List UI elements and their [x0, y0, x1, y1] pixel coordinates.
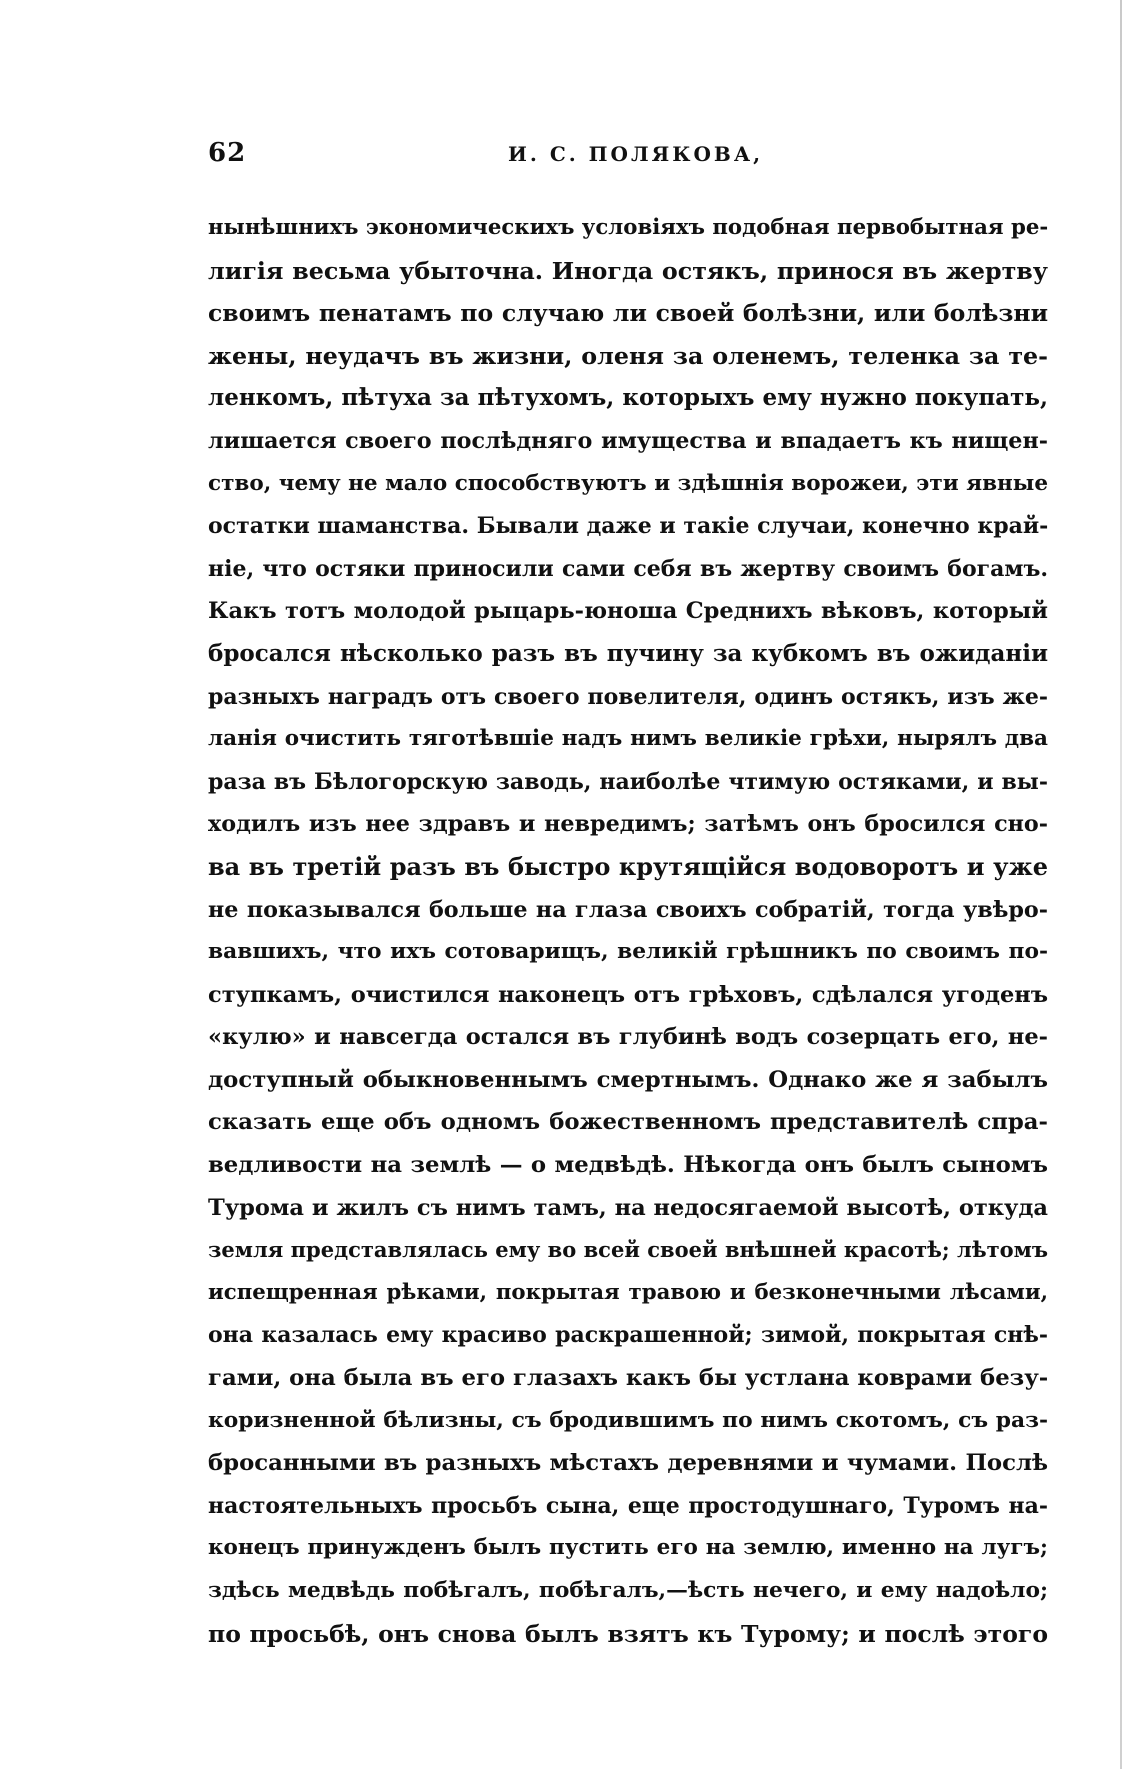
- text-line: коризненной бѣлизны, съ бродившимъ по нимъ скотомъ, съ раз-: [208, 1407, 1048, 1433]
- text-line: испещренная рѣками, покрытая травою и безконечными лѣсами,: [208, 1279, 1048, 1305]
- text-line: жены, неудачъ въ жизни, оленя за оленемъ, теленка за те-: [208, 341, 1048, 370]
- text-line: лишается своего послѣдняго имущества и впадаетъ къ нищен-: [208, 427, 1048, 454]
- running-head: И. С. ПОЛЯКОВА,: [508, 142, 764, 166]
- text-line: вавшихъ, что ихъ сотоварищъ, великій грѣшникъ по своимъ по-: [208, 939, 1048, 965]
- text-line: ступкамъ, очистился наконецъ отъ грѣховъ, сдѣлался угоденъ: [208, 981, 1048, 1008]
- page-edge-shadow: [1120, 0, 1122, 1769]
- text-line: бросанными въ разныхъ мѣстахъ деревнями и чумами. Послѣ: [208, 1450, 1048, 1477]
- text-line: здѣсь медвѣдь побѣгалъ, побѣгалъ,—ѣсть нечего, и ему надоѣло;: [208, 1578, 1048, 1603]
- text-line: конецъ принужденъ былъ пустить его на землю, именно на лугъ;: [208, 1535, 1048, 1561]
- text-line: ведливости на землѣ — о медвѣдѣ. Нѣкогда онъ былъ сыномъ: [208, 1152, 1048, 1179]
- text-line: земля представлялась ему во всей своей внѣшней красотѣ; лѣтомъ: [208, 1237, 1048, 1263]
- text-line: ніе, что остяки приносили сами себя въ жертву своимъ богамъ.: [208, 555, 1048, 582]
- text-line: остатки шаманства. Бывали даже и такіе случаи, конечно край-: [208, 513, 1048, 540]
- text-line: «кулю» и навсегда остался въ глубинѣ водъ созерцать его, не-: [208, 1024, 1048, 1051]
- body-text: [208, 207, 1048, 1655]
- text-line: своимъ пенатамъ по случаю ли своей болѣзни, или болѣзни: [208, 299, 1048, 328]
- text-line: по просьбѣ, онъ снова былъ взятъ къ Турому; и послѣ этого: [208, 1619, 1048, 1648]
- text-line: ленкомъ, пѣтуха за пѣтухомъ, которыхъ ему нужно покупать,: [208, 384, 1048, 412]
- text-line: ство, чему не мало способствуютъ и здѣшнія ворожеи, эти явные: [208, 470, 1048, 496]
- page-number: 62: [208, 138, 247, 168]
- text-line: лигія весьма убыточна. Иногда остякъ, принося въ жертву: [208, 256, 1048, 285]
- text-line: не показывался больше на глаза своихъ собратій, тогда увѣро-: [208, 896, 1048, 923]
- text-line: Какъ тотъ молодой рыцарь-юноша Среднихъ вѣковъ, который: [208, 598, 1048, 625]
- text-line: ва въ третій разъ въ быстро крутящійся водоворотъ и уже: [208, 851, 1048, 881]
- text-line: доступный обыкновеннымъ смертнымъ. Однако же я забылъ: [208, 1066, 1048, 1093]
- text-line: раза въ Бѣлогорскую заводь, наиболѣе чтимую остяками, и вы-: [208, 768, 1048, 795]
- text-line: Турома и жилъ съ нимъ тамъ, на недосягаемой высотѣ, откуда: [208, 1194, 1048, 1221]
- text-line: она казалась ему красиво раскрашенной; зимой, покрытая снѣ-: [208, 1322, 1048, 1349]
- text-line: сказать еще объ одномъ божественномъ представителѣ спра-: [208, 1109, 1048, 1136]
- text-line: ланія очистить тяготѣвшіе надъ нимъ великіе грѣхи, нырялъ два: [208, 726, 1048, 752]
- text-line: ходилъ изъ нее здравъ и невредимъ; затѣмъ онъ бросился сно-: [208, 811, 1048, 838]
- text-line: бросался нѣсколько разъ въ пучину за кубкомъ въ ожиданіи: [208, 639, 1048, 667]
- text-line: разныхъ наградъ отъ своего повелителя, одинъ остякъ, изъ же-: [208, 683, 1048, 710]
- text-line: настоятельныхъ просьбъ сына, еще простодушнаго, Туромъ на-: [208, 1492, 1048, 1519]
- text-line: гами, она была въ его глазахъ какъ бы устлана коврами безу-: [208, 1365, 1048, 1392]
- text-line: нынѣшнихъ экономическихъ условіяхъ подобная первобытная ре-: [208, 215, 1048, 240]
- page-header: [208, 138, 1048, 178]
